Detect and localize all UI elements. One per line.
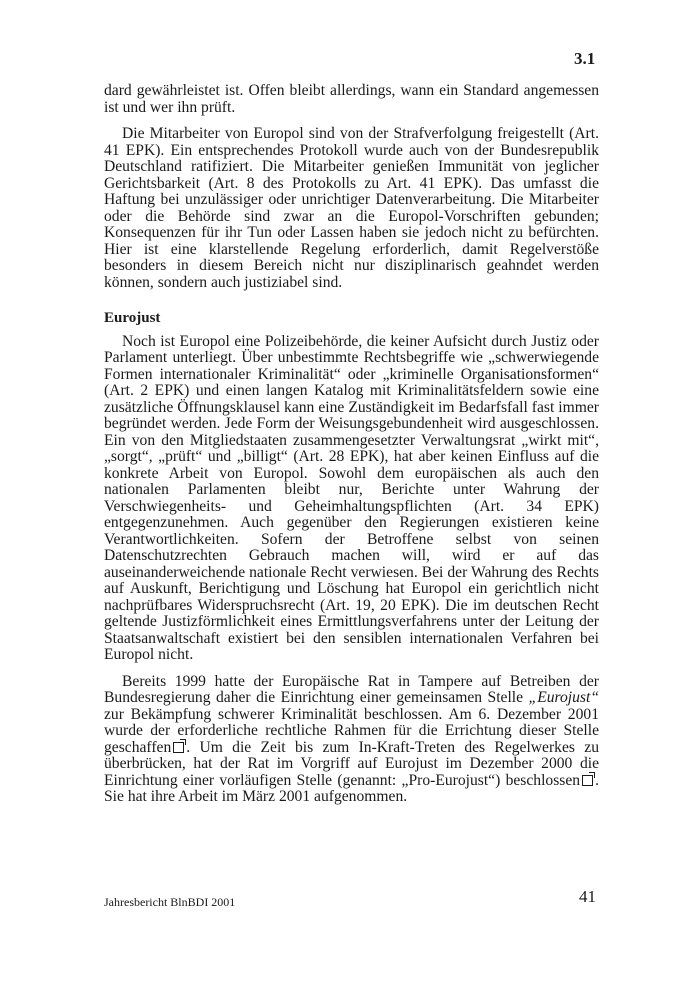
- paragraph-4-part-d: Sie hat ihre Arbeit im März 2001 aufgenommen.: [104, 788, 408, 805]
- section-number: 3.1: [574, 49, 596, 68]
- text-column: [104, 83, 599, 806]
- paragraph-1: dard gewährleistet ist. Offen bleibt allerdings, wann ein Standard angemessen ist und wer ihn prüft.: [104, 82, 599, 116]
- paragraph-3: Noch ist Europol eine Polizeibehörde, die keiner Aufsicht durch Justiz oder Parlament unterliegt. Über unbestimmte Rechtsbegriffe wie „schwerwiegende Formen internationaler Kriminalität“ oder „kriminelle Organisationsformen“ (Art. 2 EPK) und einen langen Katalog mit Kriminalitätsfeldern sowie eine zusätzliche Öffnungsklausel kann eine Zuständigkeit im Bedarfsfall fast immer begründet werden. Jede Form der Weisungsgebundenheit wird ausgeschlossen. Ein von den Mitgliedstaaten zusammengesetzter Verwaltungsrat „wirkt mit“, „sorgt“, „prüft“ und „billigt“ (Art. 28 EPK), hat aber keinen Einfluss auf die konkrete Arbeit von Europol. Sowohl dem europäischen als auch den nationalen Parlamenten bleibt nur, Berichte unter Wahrung der Verschwiegenheits- und Geheimhaltungspflichten (Art. 34 EPK) entgegenzunehmen. Auch gegenüber den Regierungen existieren keine Verantwortlichkeiten. Sofern der Betroffene selbst von seinen Datenschutzrechten Gebrauch machen will, wird er auf das auseinanderweichende nationale Recht verwiesen. Bei der Wahrung des Rechts auf Auskunft, Berichtigung und Löschung hat Europol ein gerichtlich nicht nachprüfbares Widerspruchsrecht (Art. 19, 20 EPK). Die im deutschen Recht geltende Justizförmlichkeit eines Ermittlungsverfahrens unter der Leitung der Staatsanwaltschaft existiert bei den sensiblen internationalen Verfahren bei Europol nicht.: [104, 332, 599, 663]
- page-number: 41: [579, 887, 596, 906]
- paragraph-4-part-a: Bereits 1999 hatte der Europäische Rat in Tampere auf Betreiben der Bundesregierung daher die Einrichtung einer gemeinsamen Stelle: [104, 672, 599, 706]
- paragraph-4-part-b: zur Bekämpfung schwerer Kriminalität beschlossen. Am 6. Dezember 2001 wurde der erforderliche rechtliche Rahmen für die Errichtung dieser Stelle geschaffen: [104, 705, 599, 756]
- external-reference-icon[interactable]: [173, 742, 184, 753]
- external-reference-icon[interactable]: [582, 775, 593, 786]
- eurojust-italic: „Eurojust“: [528, 689, 599, 706]
- paragraph-4: Bereits 1999 hatte der Europäische Rat in Tampere auf Betreiben der Bundesregierung daher die Einrichtung einer gemeinsamen Stelle „Eurojust“ zur Bekämpfung schwerer Kriminalität beschlossen. Am 6. Dezember 2001 wurde der erforderliche rechtliche Rahmen für die Errichtung dieser Stelle geschaffen . Um die Zeit bis zum In-Kraft-Treten des Regelwerkes zu überbrücken, hat der Rat im Vorgriff auf Eurojust im Dezember 2000 die Einrichtung einer vorläufigen Stelle (genannt: „Pro-Eurojust“) beschlossen . Sie hat ihre Arbeit im März 2001 aufgenommen.: [104, 672, 599, 805]
- section-heading-eurojust: Eurojust: [104, 310, 161, 326]
- paragraph-2: Die Mitarbeiter von Europol sind von der Strafverfolgung freigestellt (Art. 41 EPK). Ein entsprechendes Protokoll wurde auch von der Bundesrepublik Deutschland ratifiziert. Die Mitarbeiter genießen Immunität von jeglicher Gerichtsbarkeit (Art. 8 des Protokolls zu Art. 41 EPK). Das umfasst die Haftung bei unzulässiger oder unrichtiger Datenverarbeitung. Die Mitarbeiter oder die Behörde sind zwar an die Europol-Vorschriften gebunden; Konsequenzen für ihr Tun oder Lassen haben sie jedoch nicht zu befürchten. Hier ist eine klarstellende Regelung erforderlich, damit Regelverstöße besonders in diesem Bereich nicht nur disziplinarisch geahndet werden können, sondern auch justiziabel sind.: [104, 125, 599, 291]
- footer-source: Jahresbericht BlnBDI 2001: [104, 895, 236, 909]
- paragraph-4-part-c: Um die Zeit bis zum In-Kraft-Treten des Regelwerkes zu überbrücken, hat der Rat im Vorgriff auf Eurojust im Dezember 2000 die Einrichtung einer vorläufigen Stelle (genannt: „Pro-Eurojust“) beschlossen: [104, 738, 599, 789]
